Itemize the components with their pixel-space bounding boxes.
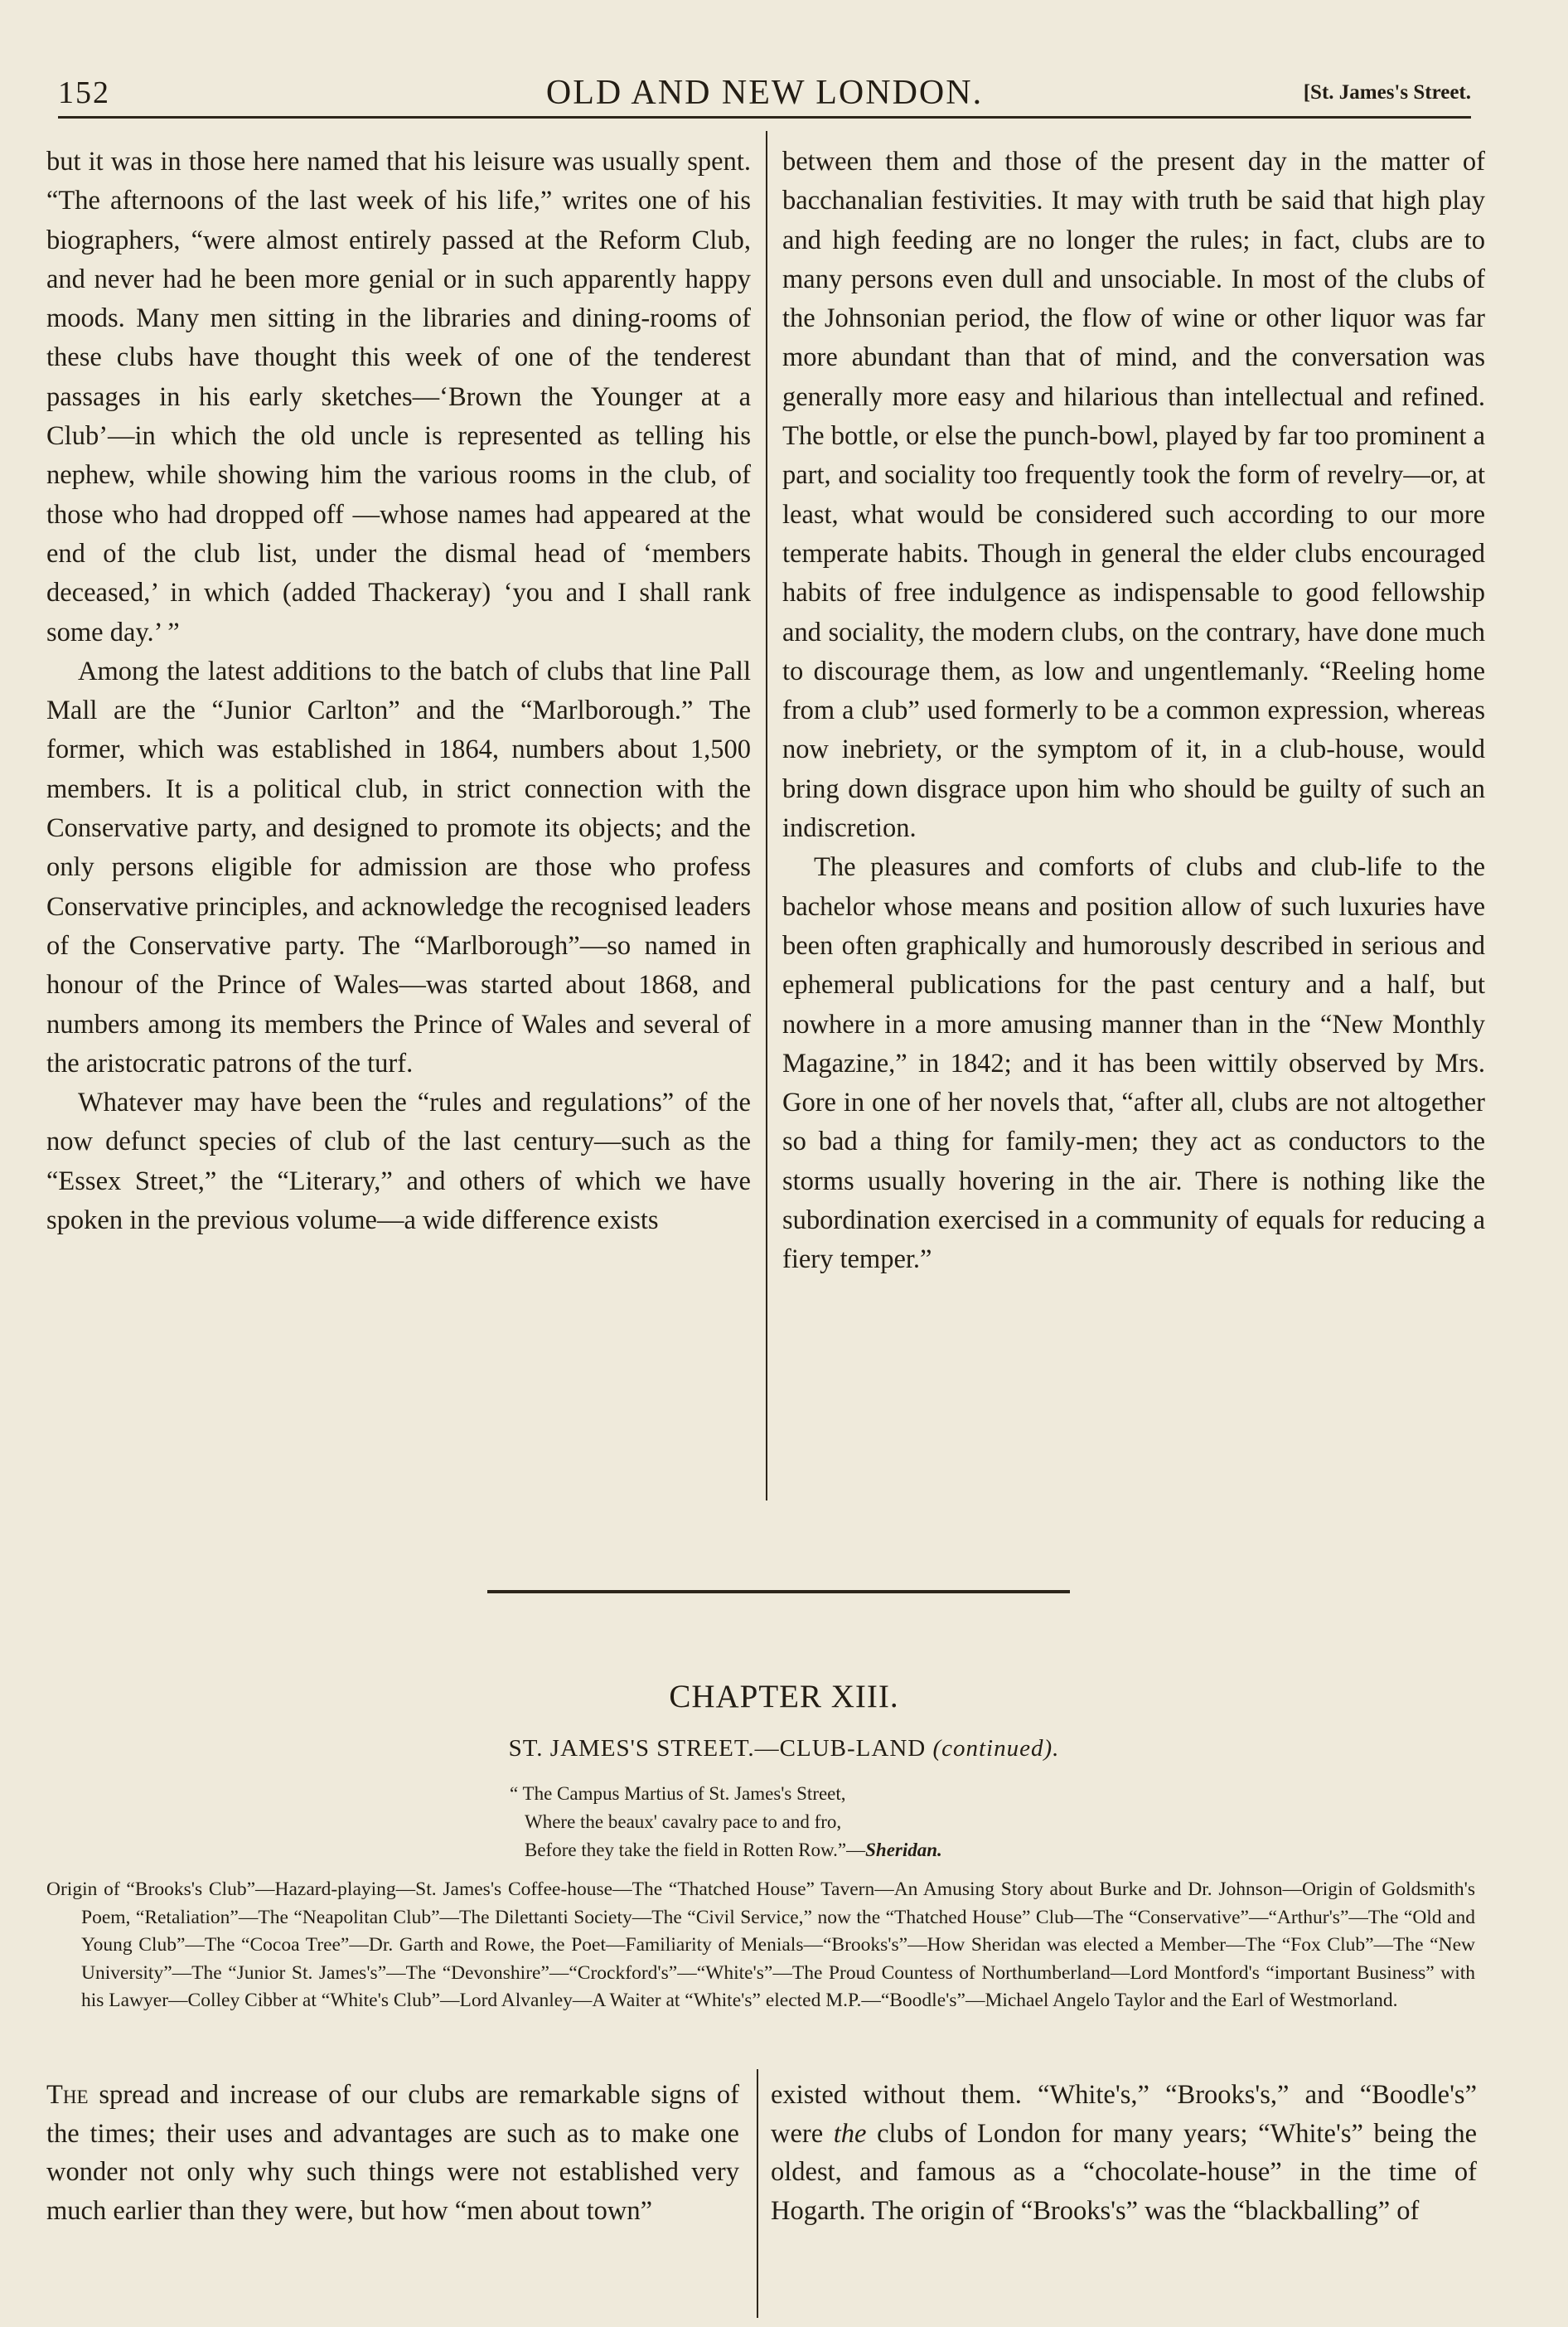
chapter-heading: CHAPTER XIII.: [669, 1679, 899, 1714]
paragraph: between them and those of the present day in the matter of bacchanalian festivities. It may with truth be said that high play and high feeding are no longer the rules; in fact, clubs are to many persons even dull and unsociable. In most of the clubs of the Johnsonian period, the flow of wine or other liquor was far more abundant than that of mind, and the conversation was generally more easy and hilarious than intellectual and refined. The bottle, or else the punch-bowl, played by far too prominent a part, and sociality too frequently took the form of revelry—or, at least, what would be considered such according to our more temperate habits. Though in general the elder clubs encouraged habits of free indulgence as indispensable to good fellowship and sociality, the modern clubs, on the contrary, have done much to discourage them, as low and ungentlemanly. “Reeling home from a club” used formerly to be a common expression, whereas now inebriety, or the symptom of it, in a club-house, would bring down disgrace upon him who should be guilty of such an indiscretion.: [782, 147, 1485, 844]
page-number: 152: [58, 75, 110, 110]
column-divider: [766, 131, 767, 1500]
column-divider: [757, 2069, 758, 2318]
epigraph: [510, 1780, 1173, 1864]
paragraph: The spread and increase of our clubs are remarkable signs of the times; their uses and advantages are such as to make one wonder not only why such things were not established very much earlier than they were, but how “men about town”: [46, 2080, 740, 2226]
section-separator: [487, 1590, 1070, 1593]
paragraph: Among the latest additions to the batch of clubs that line Pall Mall are the “Junior Carlton” and the “Marlborough.” The former, which was established in 1864, numbers about 1,500 members. It is a political club, in strict connection with the Conservative party, and designed to promote its objects; and the only persons eligible for admission are those who profess Conservative principles, and acknowledge the recognised leaders of the Conservative party. The “Marlborough”—so named in honour of the Prince of Wales—was started about 1868, and numbers among its members the Prince of Wales and several of the aristocratic patrons of the turf.: [46, 656, 751, 1079]
paragraph: Whatever may have been the “rules and regulations” of the now defunct species of club of the last century—such as the “Essex Street,” the “Literary,” and others of which we have spoken in the previous volume—a wide difference exists: [46, 1088, 751, 1236]
running-header: [58, 70, 1471, 119]
paragraph: but it was in those here named that his leisure was usually spent. “The afternoons of the last week of his life,” writes one of his biographers, “were almost entirely passed at the Reform Club, and never had he been more genial or in such apparently happy moods. Many men sitting in the libraries and dining-rooms of these clubs have thought this week of one of the tenderest passages in his early sketches—‘Brown the Younger at a Club’—in which the old uncle is represented as telling his nephew, while showing him the various rooms in the club, of those who had dropped off —whose names had appeared at the end of the club list, under the dismal head of ‘members deceased,’ in which (added Thackeray) ‘you and I shall rank some day.’ ”: [46, 147, 751, 647]
section-title: [St. James's Street.: [1303, 81, 1471, 104]
epigraph-line: “ The Campus Martius of St. James's Street,: [510, 1783, 846, 1804]
epigraph-line: Where the beaux' cavalry pace to and fro,: [525, 1811, 842, 1832]
subtitle-text: ST. JAMES'S STREET.—CLUB-LAND: [508, 1735, 927, 1762]
opening-word: The: [46, 2080, 89, 2110]
summary-text: Origin of “Brooks's Club”—Hazard-playing—St. James's Coffee-house—The “Thatched House” Tavern—An Amusing Story about Burke and Dr. Johnson—Origin of Goldsmith's Poem, “Retaliation”—The “Neapolitan Club”—The Dilettanti Society—The “Civil Service,” now the “Thatched House” Club—The “Conservative”—“Arthur's”—The “Old and Young Club”—The “Cocoa Tree”—Dr. Garth and Rowe, the Poet—Familiarity of Menials—“Brooks's”—How Sheridan was elected a Member—The “Fox Club”—The “New University”—The “Junior St. James's”—The “Devonshire”—“Crockford's”—“White's”—The Proud Countess of Northumberland—Lord Montford's “important Business” with his Lawyer—Colley Cibber at “White's Club”—Lord Alvanley—A Waiter at “White's” elected M.P.—“Boodle's”—Michael Angelo Taylor and the Earl of Westmorland.: [46, 1879, 1475, 2011]
epigraph-author: Sheridan.: [865, 1840, 942, 1860]
chapter-subtitle: [0, 1735, 1568, 1762]
epigraph-line: Before they take the field in Rotten Row.”—Sheridan.: [525, 1840, 942, 1860]
paragraph: The pleasures and comforts of clubs and club-life to the bachelor whose means and position allow of such luxuries have been often graphically and humorously described in serious and ephemeral publications for the past century and a half, but nowhere in a more amusing manner than in the “New Monthly Magazine,” in 1842; and it has been wittily observed by Mrs. Gore in one of her novels that, “after all, clubs are not altogether so bad a thing for family-men; they act as conductors to the storms usually hovering in the air. There is nothing like the subordination exercised in a community of equals for reducing a fiery temper.”: [782, 852, 1485, 1275]
running-title: OLD AND NEW LONDON.: [545, 74, 984, 112]
right-column: [782, 143, 1485, 1280]
chapter-right-column: [771, 2076, 1477, 2230]
subtitle-note: (continued).: [932, 1735, 1060, 1762]
chapter-summary: [46, 1876, 1475, 2015]
chapter-left-column: [46, 2076, 739, 2230]
left-column: [46, 143, 751, 1240]
paragraph: existed without them. “White's,” “Brooks's,” and “Boodle's” were the clubs of London for many years; “White's” being the oldest, and famous as a “chocolate-house” in the time of Hogarth. The origin of “Brooks's” was the “blackballing” of: [771, 2080, 1478, 2226]
header-rule: [58, 116, 1471, 119]
emphasis: the: [833, 2118, 867, 2149]
